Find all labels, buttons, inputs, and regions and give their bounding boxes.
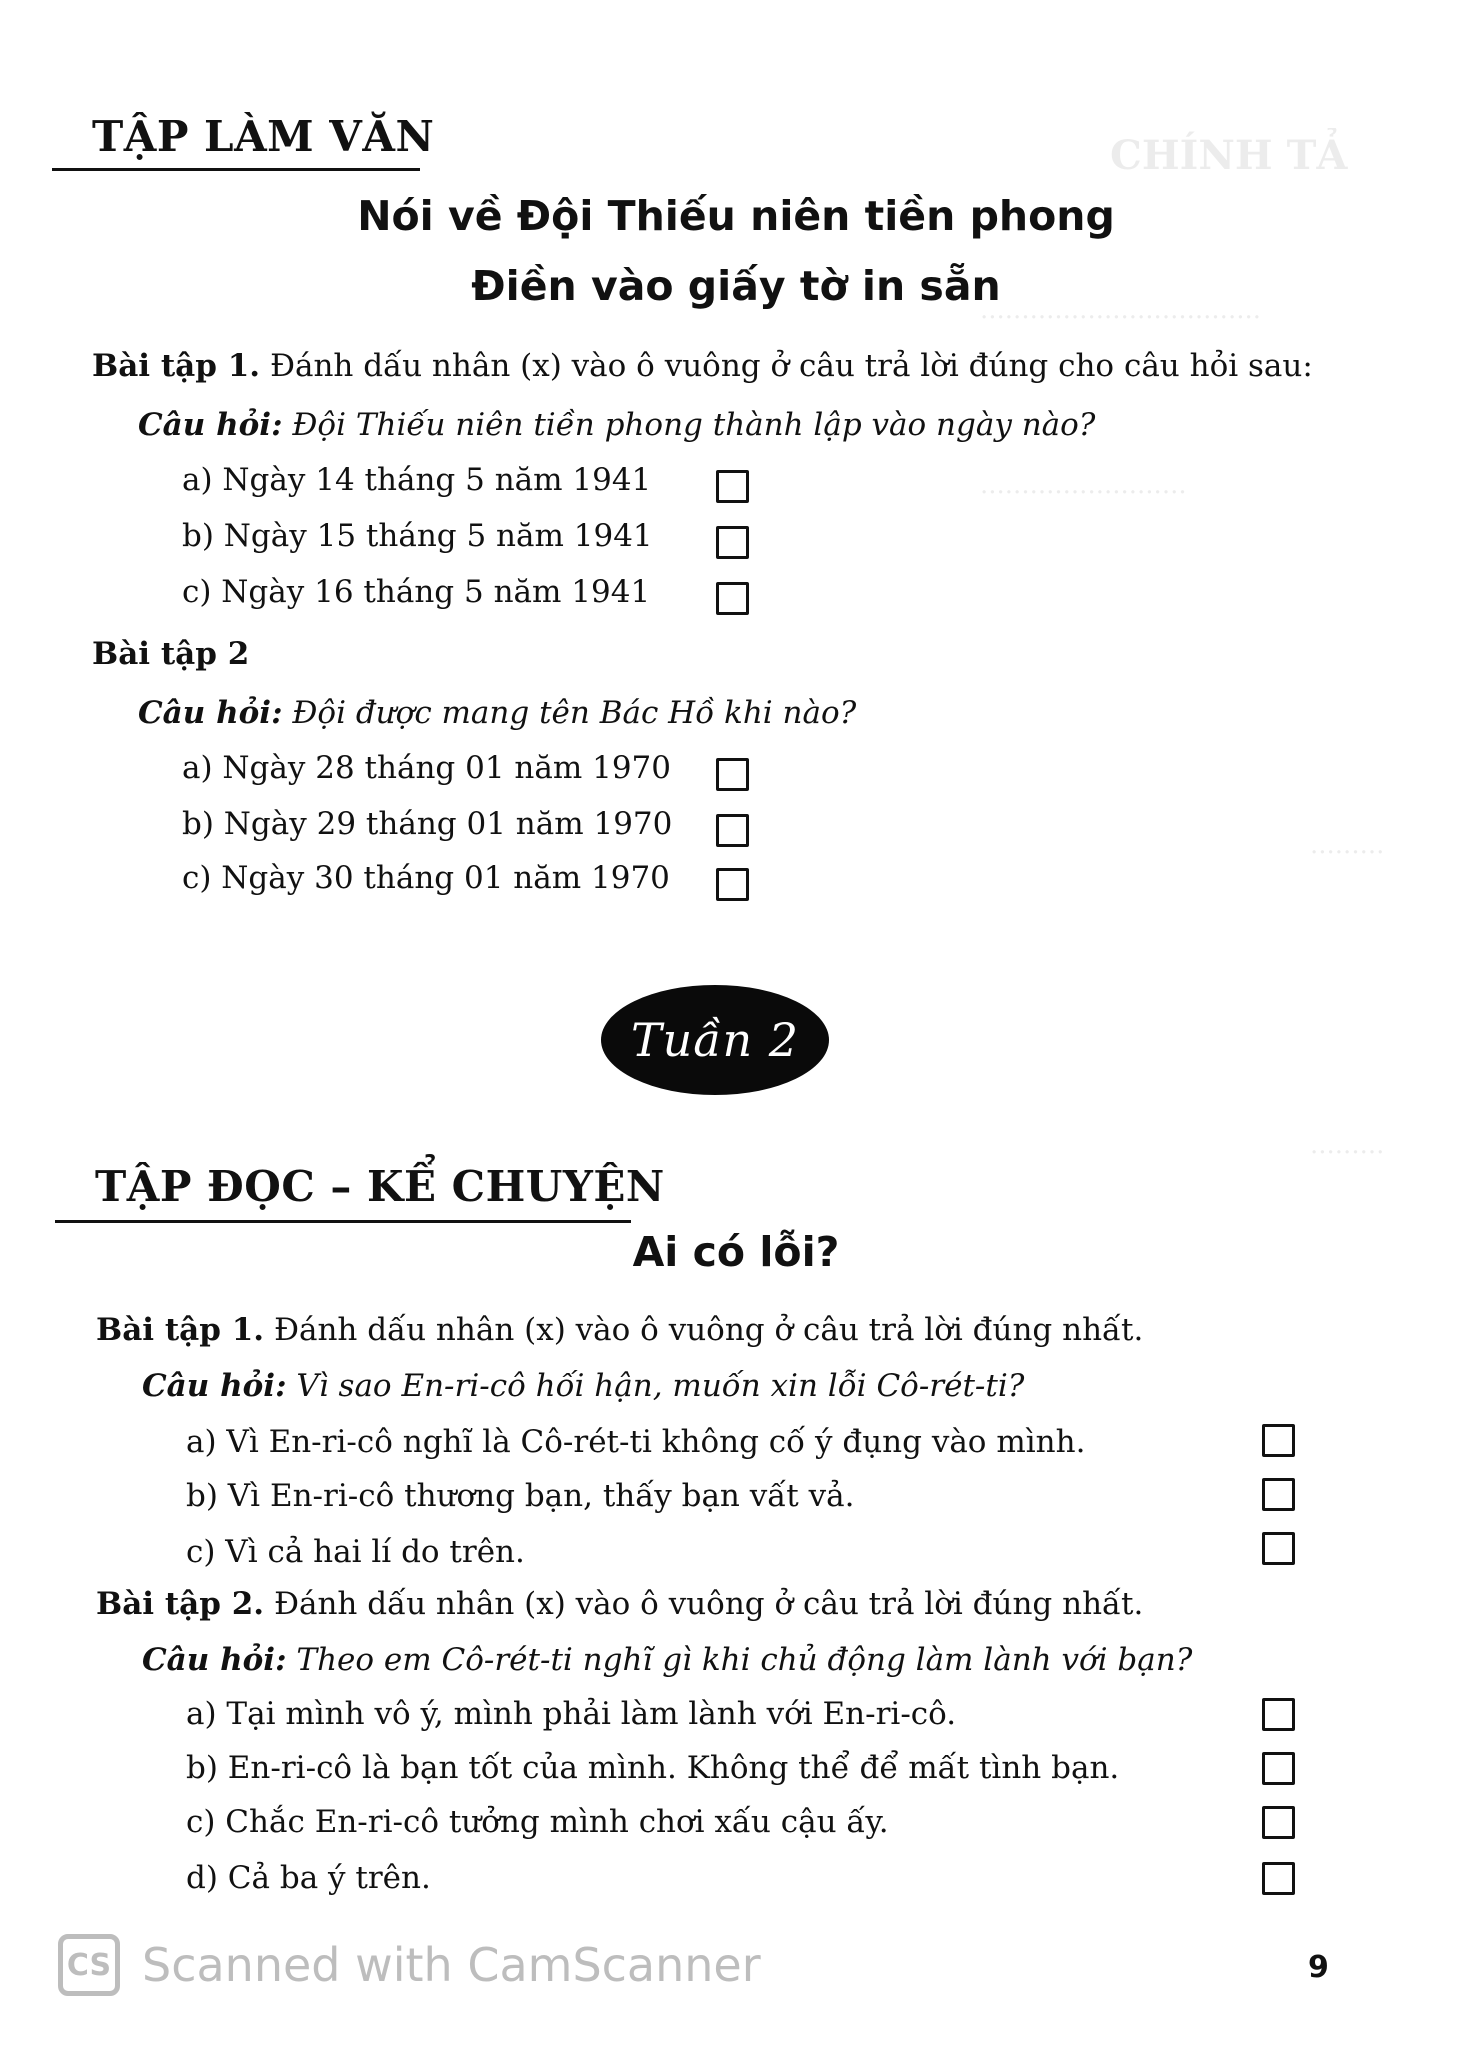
watermark-text: Scanned with CamScanner [142,1938,761,1992]
lesson-title-line2: Điền vào giấy tờ in sẵn [471,262,1001,310]
exercise-2-instruction [96,1586,1143,1622]
question-text: Vì sao En-ri-cô hối hận, muốn xin lỗi Cô-rét-ti? [296,1368,1025,1404]
answer-checkbox[interactable] [1262,1424,1295,1457]
question-text: Theo em Cô-rét-ti nghĩ gì khi chủ động làm lành với bạn? [296,1642,1193,1678]
exercise-instruction-text: Đánh dấu nhân (x) vào ô vuông ở câu trả lời đúng nhất. [273,1312,1144,1348]
question-text: Đội được mang tên Bác Hồ khi nào? [292,695,857,731]
show-through-line: ......................... [980,470,1187,500]
answer-option: a) Tại mình vô ý, mình phải làm lành với En-ri-cô. [186,1696,957,1732]
exercise-instruction-text: Đánh dấu nhân (x) vào ô vuông ở câu trả lời đúng cho câu hỏi sau: [269,348,1313,384]
section-heading-tap-lam-van: TẬP LÀM VĂN [92,112,435,161]
answer-checkbox[interactable] [716,470,749,503]
answer-option: a) Ngày 14 tháng 5 năm 1941 [182,462,652,498]
exercise-1-instruction [92,348,1313,384]
answer-option: c) Ngày 30 tháng 01 năm 1970 [182,860,670,896]
answer-option: c) Ngày 16 tháng 5 năm 1941 [182,574,651,610]
exercise-label: Bài tập 2 [92,636,250,672]
answer-checkbox[interactable] [716,814,749,847]
answer-option: a) Ngày 28 tháng 01 năm 1970 [182,750,672,786]
exercise-1-question [142,1368,1024,1404]
answer-option: b) Vì En-ri-cô thương bạn, thấy bạn vất vả. [186,1478,855,1514]
camscanner-logo-icon: CS [58,1934,120,1996]
exercise-1-question [138,407,1095,443]
answer-option: d) Cả ba ý trên. [186,1860,431,1896]
exercise-instruction-text: Đánh dấu nhân (x) vào ô vuông ở câu trả lời đúng nhất. [273,1586,1144,1622]
answer-option: a) Vì En-ri-cô nghĩ là Cô-rét-ti không cố ý đụng vào mình. [186,1424,1086,1460]
exercise-label: Bài tập 1. [92,348,261,384]
answer-option: b) Ngày 15 tháng 5 năm 1941 [182,518,653,554]
section-heading-underline [55,1220,631,1223]
question-text: Đội Thiếu niên tiền phong thành lập vào ngày nào? [292,407,1096,443]
question-label: Câu hỏi: [138,695,283,731]
answer-checkbox[interactable] [716,868,749,901]
question-label: Câu hỏi: [142,1642,287,1678]
question-label: Câu hỏi: [142,1368,287,1404]
exercise-label: Bài tập 2. [96,1586,265,1622]
answer-checkbox[interactable] [1262,1752,1295,1785]
answer-option: c) Vì cả hai lí do trên. [186,1534,525,1570]
answer-checkbox[interactable] [716,758,749,791]
answer-checkbox[interactable] [1262,1478,1295,1511]
exercise-2-label [92,636,249,672]
answer-checkbox[interactable] [716,582,749,615]
section-heading-tap-doc-ke-chuyen: TẬP ĐỌC – KỂ CHUYỆN [95,1162,665,1211]
camscanner-watermark [58,1930,761,2000]
exercise-1-instruction [96,1312,1143,1348]
answer-option: c) Chắc En-ri-cô tưởng mình chơi xấu cậu ấy. [186,1804,889,1840]
answer-option: b) En-ri-cô là bạn tốt của mình. Không thể để mất tình bạn. [186,1750,1120,1786]
lesson-title: Ai có lỗi? [632,1228,840,1276]
show-through-line: ......... [1310,830,1385,860]
week-badge [601,985,829,1095]
exercise-2-question [142,1642,1192,1678]
answer-checkbox[interactable] [1262,1532,1295,1565]
answer-option: b) Ngày 29 tháng 01 năm 1970 [182,806,673,842]
show-through-line: ......... [1310,1130,1385,1160]
page-number: 9 [1308,1950,1329,1985]
question-label: Câu hỏi: [138,407,283,443]
exercise-2-question [138,695,856,731]
answer-checkbox[interactable] [716,526,749,559]
exercise-label: Bài tập 1. [96,1312,265,1348]
section-heading-underline [52,168,420,171]
show-through-line: .................................. [980,295,1261,325]
week-badge-label: Tuần 2 [630,1013,799,1067]
lesson-title-line1: Nói về Đội Thiếu niên tiền phong [357,192,1115,240]
answer-checkbox[interactable] [1262,1698,1295,1731]
answer-checkbox[interactable] [1262,1862,1295,1895]
show-through-heading: CHÍNH TẢ [1110,132,1348,179]
answer-checkbox[interactable] [1262,1806,1295,1839]
